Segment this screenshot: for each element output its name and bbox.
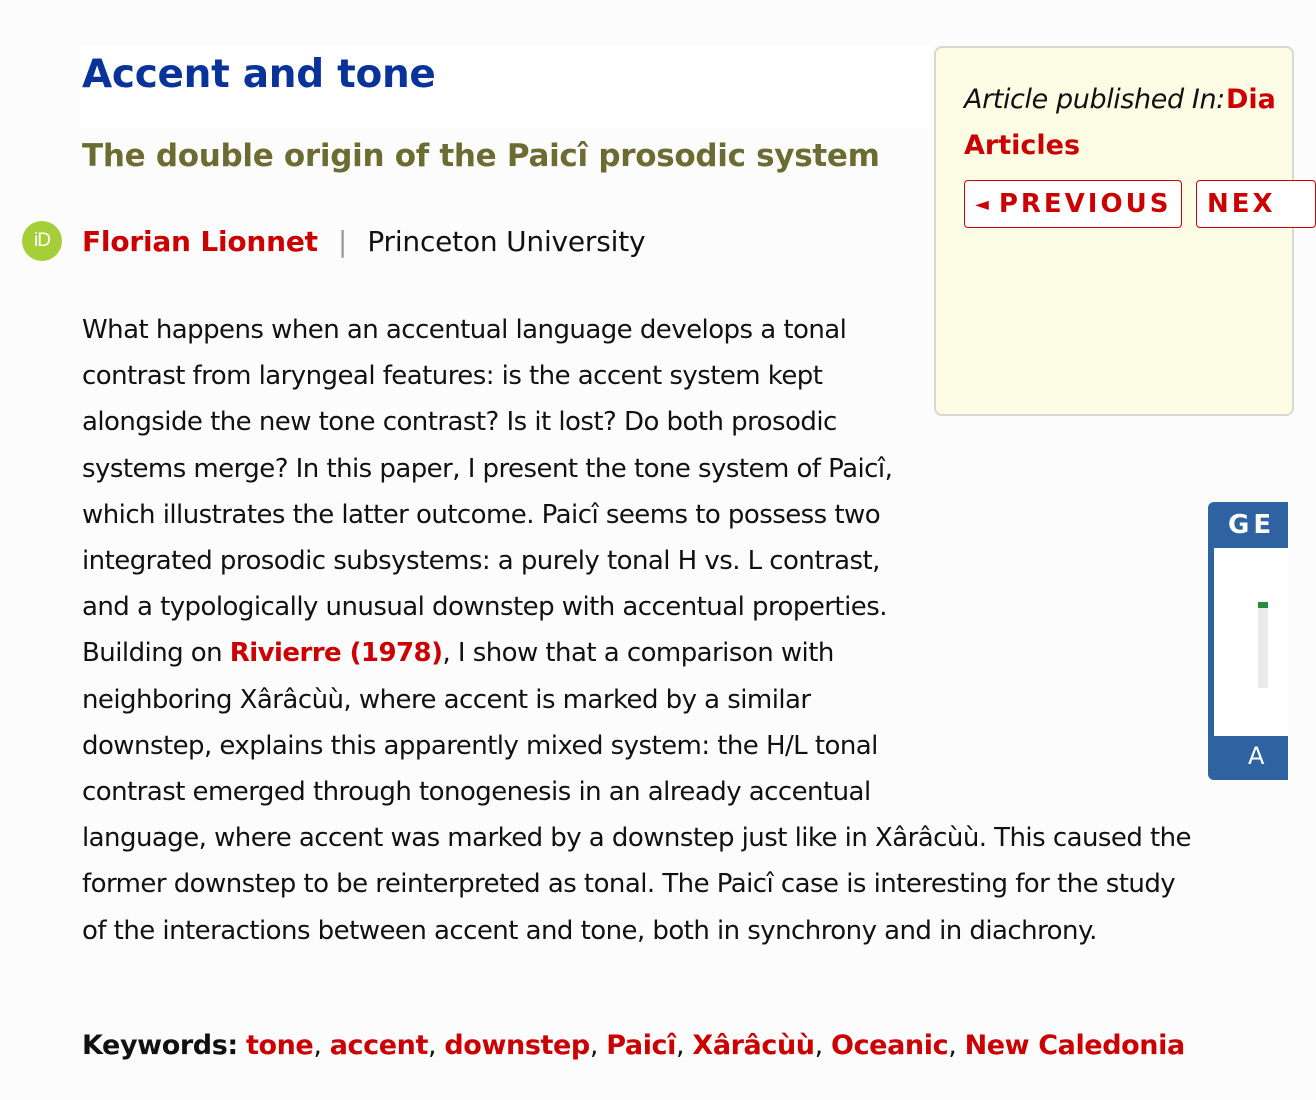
next-label: NEX [1207, 189, 1276, 219]
keyword-link[interactable]: New Caledonia [964, 1030, 1185, 1061]
author-name-link[interactable]: Florian Lionnet [82, 224, 318, 258]
previous-label: PREVIOUS [998, 189, 1172, 219]
keyword-link[interactable]: downstep [444, 1030, 590, 1061]
rivierre-citation-link[interactable]: Rivierre (1978) [229, 638, 443, 669]
articles-link[interactable]: Articles [964, 130, 1081, 161]
publication-box [934, 46, 1294, 416]
side-widget-panel [1214, 548, 1288, 736]
orcid-icon[interactable]: iD [22, 221, 62, 261]
previous-button[interactable] [964, 180, 1182, 228]
side-widget-graphic [1258, 602, 1268, 688]
journal-link[interactable]: Dia [1226, 84, 1276, 115]
keyword-link[interactable]: Paicî [606, 1030, 677, 1061]
keywords: Keywords: tone, accent, downstep, Paicî, Xârâcùù, Oceanic, New Caledonia [82, 1030, 1185, 1061]
published-in-label: Article published In: [964, 84, 1225, 115]
left-triangle-icon: ◄ [975, 193, 989, 215]
next-button[interactable] [1196, 180, 1316, 228]
side-widget-heading: GE [1228, 510, 1276, 540]
side-widget-footer: A [1248, 742, 1265, 770]
keyword-link[interactable]: accent [329, 1030, 428, 1061]
keyword-link[interactable]: tone [245, 1030, 314, 1061]
article-subtitle: The double origin of the Paicî prosodic system [82, 138, 880, 174]
side-widget[interactable] [1208, 502, 1288, 780]
article-title: Accent and tone [82, 52, 436, 97]
author-affiliation: Princeton University [367, 224, 646, 258]
abstract-text-end: , I show that a comparison with neighboring Xârâcùù, where accent is marked by a similar downstep, explains this apparently mixed system: the H/L tonal contrast emerged through tonogenesis in an already accentual language, where accent was marked by a downstep just like in Xârâcùù. This caused the former downstep to be reinterpreted as tonal. The Paicî case is interesting for the study of the interactions between accent and tone, both in synchrony and in diachrony. [82, 638, 1192, 946]
keyword-link[interactable]: Oceanic [831, 1030, 949, 1061]
abstract-text-start: What happens when an accentual language develops a tonal contrast from laryngeal features: is the accent system kept alongside the new tone contrast? Is it lost? Do both prosodic systems merge? In this paper, I present the tone system of Paicî, which illustrates the latter outcome. Paicî seems to possess two integrated prosodic subsystems: a purely tonal H vs. L contrast, and a typologically unusual downstep with accentual properties. Building on [82, 315, 893, 669]
author-separator: | [337, 224, 348, 258]
keywords-label: Keywords: [82, 1030, 238, 1061]
author-row [22, 220, 645, 262]
keyword-link[interactable]: Xârâcùù [692, 1030, 815, 1061]
